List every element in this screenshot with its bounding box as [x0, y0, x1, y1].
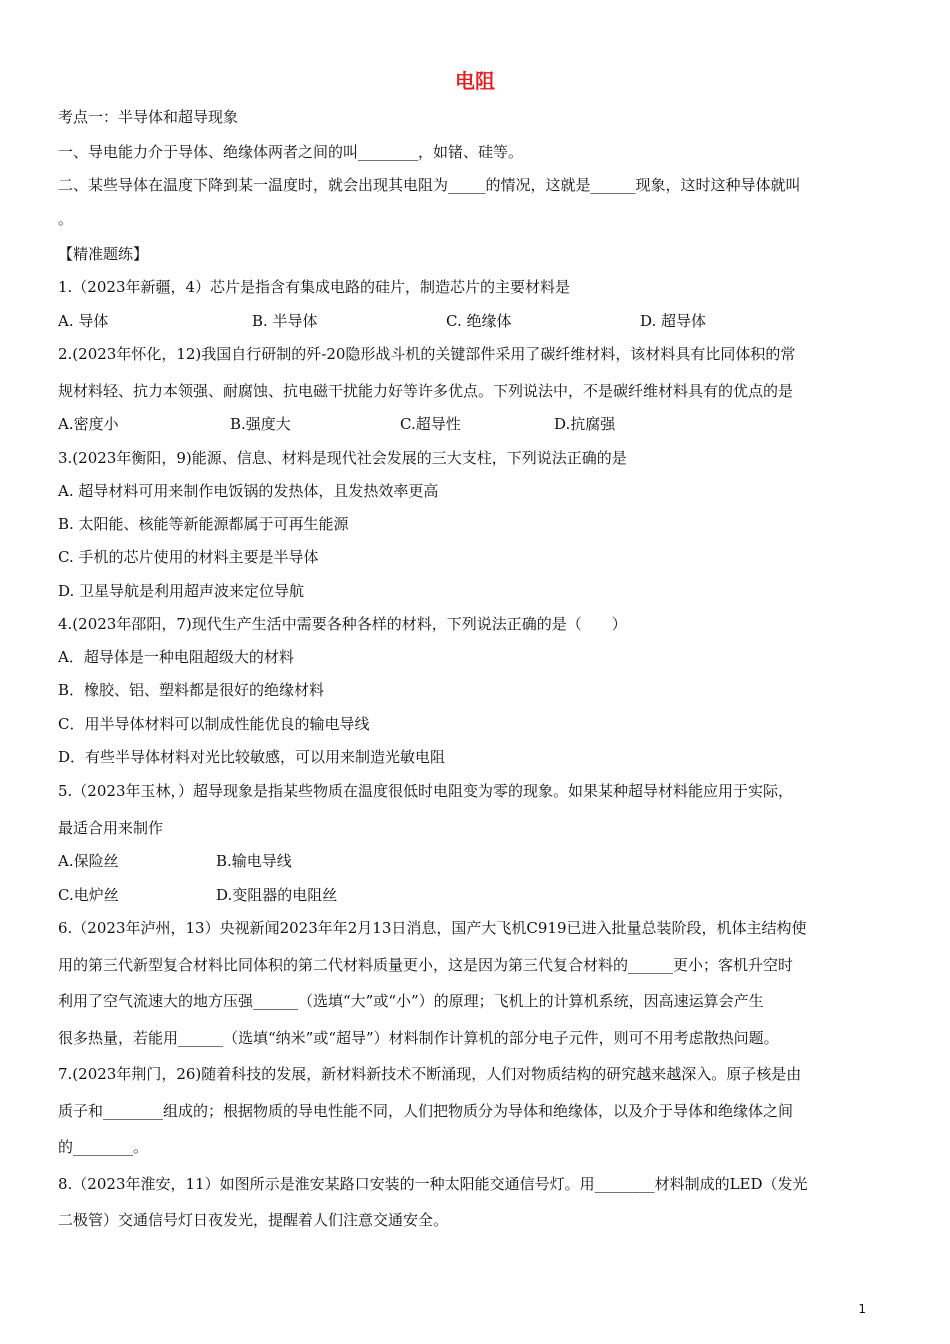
q2-line-2: 规材料轻、抗力本领强、耐腐蚀、抗电磁干扰能力好等许多优点。下列说法中，不是碳纤维材料具有的优点的是 — [58, 382, 794, 400]
q8-line-1: 8.（2023年淮安，11）如图所示是淮安某路口安装的一种太阳能交通信号灯。用________材料制成的LED（发光 — [58, 1175, 808, 1193]
q1-option-a: A. 导体 — [58, 312, 109, 330]
q2-option-c: C.超导性 — [400, 415, 461, 433]
q3-option-b: B. 太阳能、核能等新能源都属于可再生能源 — [58, 515, 349, 533]
q4-option-b: B．橡胶、铝、塑料都是很好的绝缘材料 — [58, 681, 325, 699]
q1-option-c: C. 绝缘体 — [446, 312, 512, 330]
q6-line-3: 利用了空气流速大的地方压强______（选填“大”或“小”）的原理；飞机上的计算机系统，因高速运算会产生 — [58, 992, 764, 1010]
q1-options — [58, 310, 898, 332]
q5-line-2: 最适合用来制作 — [58, 819, 164, 837]
q1-option-b: B. 半导体 — [252, 312, 318, 330]
q5-line-1: 5.（2023年玉林，）超导现象是指某些物质在温度很低时电阻变为零的现象。如果某种超导材料能应用于实际， — [58, 782, 793, 800]
q4-option-c: C．用半导体材料可以制成性能优良的输电导线 — [58, 715, 370, 733]
intro-line-1: 一、导电能力介于导体、绝缘体两者之间的叫________，如锗、硅等。 — [58, 143, 524, 161]
q4-option-a: A．超导体是一种电阻超级大的材料 — [58, 648, 294, 666]
q2-option-d: D.抗腐强 — [554, 415, 616, 433]
section-heading: 【精准题练】 — [58, 245, 149, 263]
q7-line-2: 质子和________组成的；根据物质的导电性能不同，人们把物质分为导体和绝缘体，以及介于导体和绝缘体之间 — [58, 1102, 794, 1120]
page-number: 1 — [858, 1302, 866, 1316]
q2-line-1: 2.(2023年怀化，12)我国自行研制的歼-20隐形战斗机的关键部件采用了碳纤维材料，该材料具有比同体积的常 — [58, 345, 796, 363]
intro-line-3: 。 — [58, 210, 74, 228]
q2-options — [58, 413, 898, 435]
q5-options-row-1 — [58, 850, 898, 872]
q7-line-3: 的________。 — [58, 1138, 149, 1156]
q5-option-a: A.保险丝 — [58, 852, 119, 870]
q4-stem: 4.(2023年邵阳，7)现代生产生活中需要各种各样的材料，下列说法正确的是（ ） — [58, 615, 627, 633]
q1-stem: 1.（2023年新疆，4）芯片是指含有集成电路的硅片，制造芯片的主要材料是 — [58, 278, 571, 296]
kaodian-heading: 考点一：半导体和超导现象 — [58, 108, 239, 126]
q5-option-d: D.变阻器的电阻丝 — [216, 886, 338, 904]
q3-option-a: A. 超导材料可用来制作电饭锅的发热体，且发热效率更高 — [58, 482, 439, 500]
q5-option-c: C.电炉丝 — [58, 886, 119, 904]
q6-line-4: 很多热量，若能用______（选填“纳米”或“超导”）材料制作计算机的部分电子元件，则可不用考虑散热问题。 — [58, 1029, 779, 1047]
q4-option-d: D．有些半导体材料对光比较敏感，可以用来制造光敏电阻 — [58, 748, 446, 766]
q6-line-1: 6.（2023年泸州，13）央视新闻2023年年2月13日消息，国产大飞机C919已进入批量总装阶段，机体主结构使 — [58, 919, 807, 937]
q3-option-d: D. 卫星导航是利用超声波来定位导航 — [58, 582, 305, 600]
q2-option-a: A.密度小 — [58, 415, 119, 433]
q2-option-b: B.强度大 — [230, 415, 291, 433]
q3-stem: 3.(2023年衡阳，9)能源、信息、材料是现代社会发展的三大支柱，下列说法正确的是 — [58, 449, 627, 467]
page-title: 电阻 — [455, 69, 495, 93]
q5-options-row-2 — [58, 884, 898, 906]
q5-option-b: B.输电导线 — [216, 852, 292, 870]
q3-option-c: C. 手机的芯片使用的材料主要是半导体 — [58, 548, 319, 566]
q8-line-2: 二极管）交通信号灯日夜发光，提醒着人们注意交通安全。 — [58, 1211, 449, 1229]
intro-line-2: 二、某些导体在温度下降到某一温度时，就会出现其电阻为_____的情况，这就是______现象，这时这种导体就叫 — [58, 176, 801, 194]
q7-line-1: 7.(2023年荆门，26)随着科技的发展，新材料新技术不断涌现，人们对物质结构的研究越来越深入。原子核是由 — [58, 1065, 802, 1083]
q6-line-2: 用的第三代新型复合材料比同体积的第二代材料质量更小，这是因为第三代复合材料的______更小；客机升空时 — [58, 956, 794, 974]
q1-option-d: D. 超导体 — [640, 312, 707, 330]
